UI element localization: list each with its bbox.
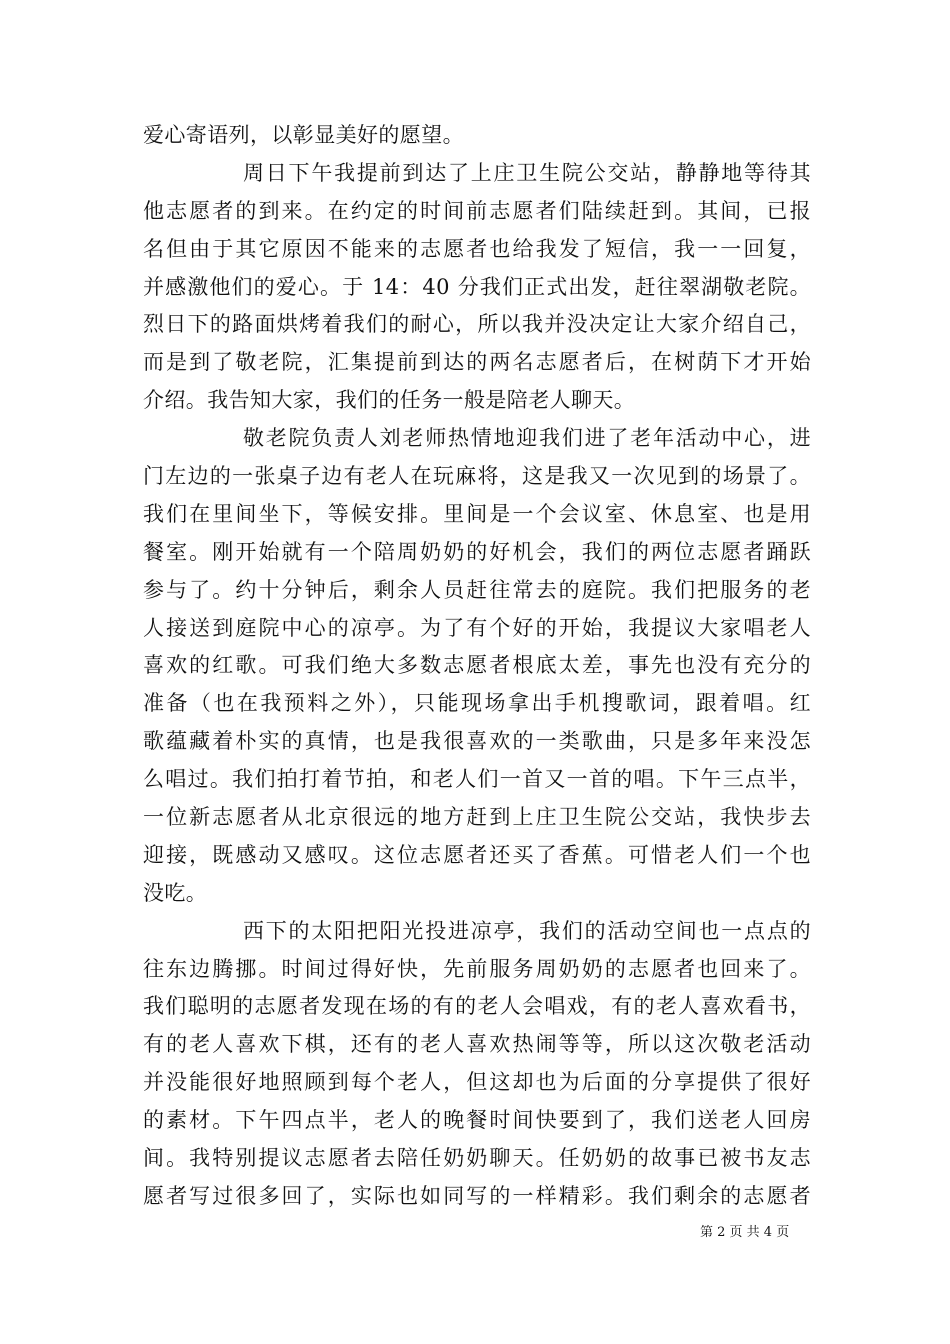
text-line: 爱心寄语列，以彰显美好的愿望。: [143, 123, 464, 147]
text-line: 么唱过。我们拍打着节拍，和老人们一首又一首的唱。下午三点半，: [143, 767, 811, 792]
text-line: 周日下午我提前到达了上庄卫生院公交站，静静地等待其: [243, 160, 811, 185]
document-body: [143, 117, 811, 1216]
text-line: 名但由于其它原因不能来的志愿者也给我发了短信，我一一回复，: [143, 236, 811, 261]
page-number-footer: 第 2 页 共 4 页: [700, 1225, 790, 1240]
text-line: 间。我特别提议志愿者去陪任奶奶聊天。任奶奶的故事已被书友志: [143, 1146, 811, 1171]
text-line: 愿者写过很多回了，实际也如同写的一样精彩。我们剩余的志愿者: [143, 1183, 811, 1208]
text-line: 烈日下的路面烘烤着我们的耐心，所以我并没决定让大家介绍自己，: [143, 312, 811, 337]
text-line: 西下的太阳把阳光投进凉亭，我们的活动空间也一点点的: [243, 918, 811, 943]
text-line: 参与了。约十分钟后，剩余人员赶往常去的庭院。我们把服务的老: [143, 577, 811, 602]
text-line: 并感激他们的爱心。于 14：40 分我们正式出发，赶往翠湖敬老院。: [143, 274, 811, 299]
text-line: 人接送到庭院中心的凉亭。为了有个好的开始，我提议大家唱老人: [143, 615, 811, 640]
text-line: 有的老人喜欢下棋，还有的老人喜欢热闹等等，所以这次敬老活动: [143, 1032, 811, 1057]
text-line: 准备（也在我预料之外），只能现场拿出手机搜歌词，跟着唱。红: [143, 691, 811, 716]
text-line: 介绍。我告知大家，我们的任务一般是陪老人聊天。: [143, 388, 636, 413]
text-line: 我们聪明的志愿者发现在场的有的老人会唱戏，有的老人喜欢看书，: [143, 994, 811, 1019]
text-line: 一位新志愿者从北京很远的地方赶到上庄卫生院公交站，我快步去: [143, 805, 811, 830]
text-line: 歌蕴藏着朴实的真情，也是我很喜欢的一类歌曲，只是多年来没怎: [143, 729, 811, 754]
text-line: 的素材。下午四点半，老人的晚餐时间快要到了，我们送老人回房: [143, 1108, 811, 1133]
text-line: 他志愿者的到来。在约定的时间前志愿者们陆续赶到。其间，已报: [143, 198, 811, 223]
text-line: 喜欢的红歌。可我们绝大多数志愿者根底太差，事先也没有充分的: [143, 653, 811, 678]
text-line: 敬老院负责人刘老师热情地迎我们进了老年活动中心，进: [243, 426, 811, 451]
text-line: 门左边的一张桌子边有老人在玩麻将，这是我又一次见到的场景了。: [143, 464, 811, 489]
text-line: 往东边腾挪。时间过得好快，先前服务周奶奶的志愿者也回来了。: [143, 956, 811, 981]
text-line: 而是到了敬老院，汇集提前到达的两名志愿者后，在树荫下才开始: [143, 350, 811, 375]
text-line: 并没能很好地照顾到每个老人，但这却也为后面的分享提供了很好: [143, 1070, 811, 1095]
text-line: 迎接，既感动又感叹。这位志愿者还买了香蕉。可惜老人们一个也: [143, 842, 811, 867]
text-line: 没吃。: [143, 880, 208, 905]
text-line: 餐室。刚开始就有一个陪周奶奶的好机会，我们的两位志愿者踊跃: [143, 539, 811, 564]
text-line: 我们在里间坐下，等候安排。里间是一个会议室、休息室、也是用: [143, 501, 811, 526]
